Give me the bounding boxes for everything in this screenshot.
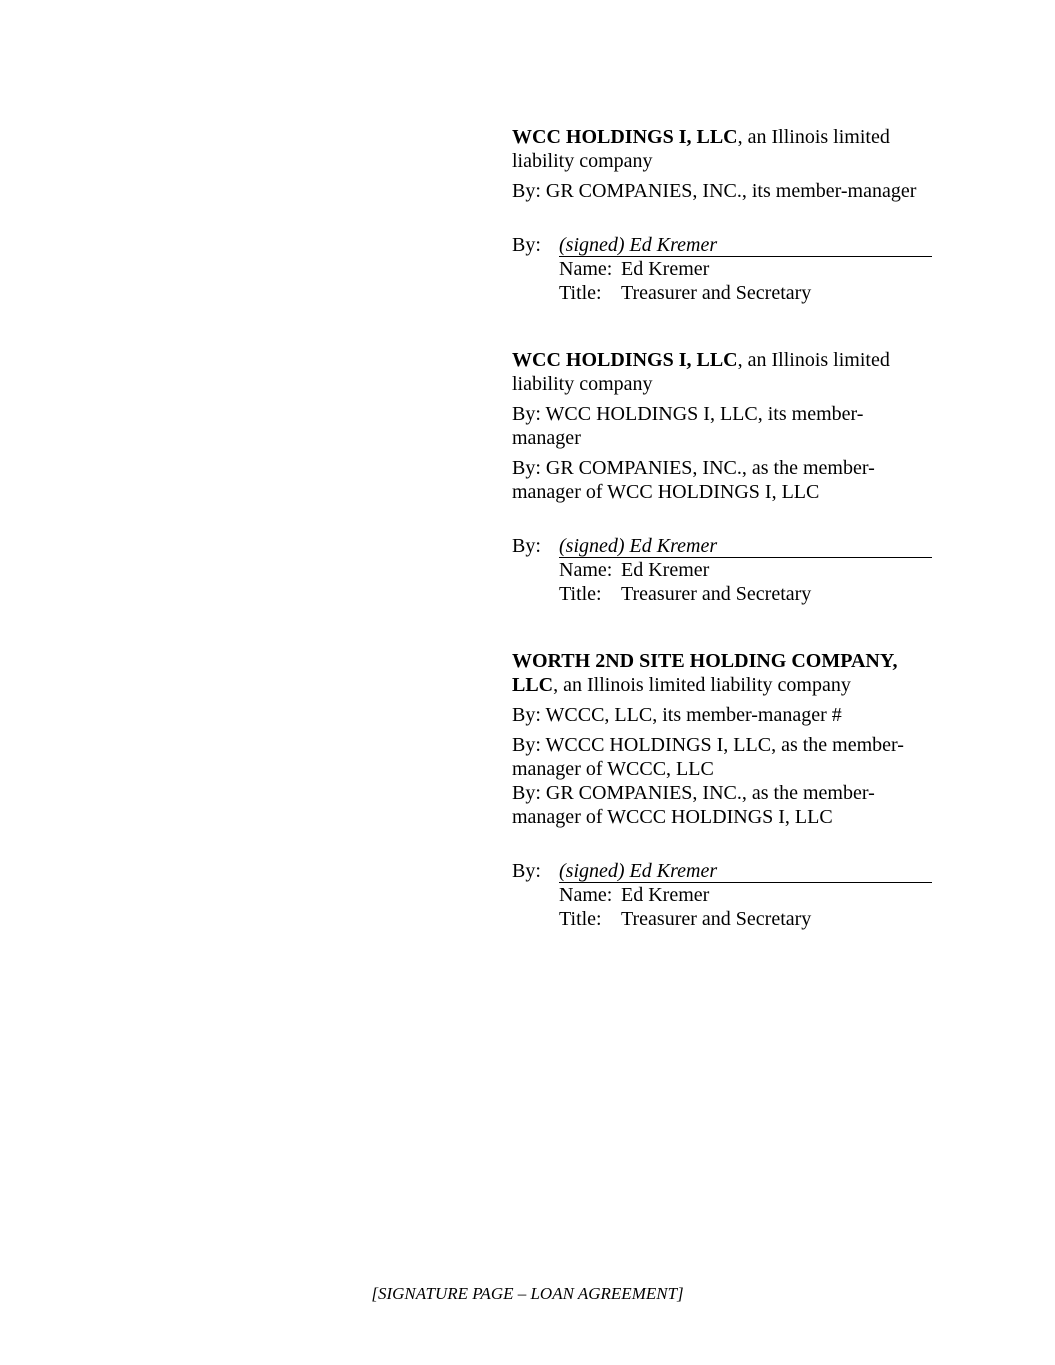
entity-heading — [512, 348, 932, 396]
entity-description: , an Illinois limited liability company — [553, 674, 851, 696]
by-chain-line: By: WCCC HOLDINGS I, LLC, as the member-manager of WCCC, LLC — [512, 734, 904, 780]
by-label: By: — [512, 860, 541, 882]
signer-title: Treasurer and Secretary — [621, 583, 812, 605]
title-label: Title: — [559, 583, 602, 605]
entity-name: WCC HOLDINGS I, LLC — [512, 126, 738, 148]
signer-name-line — [512, 257, 932, 281]
signer-name-line — [512, 558, 932, 582]
block-spacer — [512, 305, 932, 348]
entity-heading — [512, 649, 932, 697]
by-chain-line: By: GR COMPANIES, INC., as the member-manager of WCC HOLDINGS I, LLC — [512, 457, 875, 503]
signature-line: (signed) Ed Kremer — [559, 860, 932, 883]
signature-line: (signed) Ed Kremer — [559, 535, 932, 558]
entity-name: WCC HOLDINGS I, LLC — [512, 349, 738, 371]
signer-title: Treasurer and Secretary — [621, 282, 812, 304]
by-chain-line: By: WCCC, LLC, its member-manager # — [512, 704, 842, 726]
name-label: Name: — [559, 559, 613, 581]
block-spacer — [512, 606, 932, 649]
entity-name: WORTH 2ND SITE HOLDING COMPANY, LLC — [512, 650, 898, 696]
page-footer: [SIGNATURE PAGE – LOAN AGREEMENT] — [371, 1284, 684, 1303]
signer-name-line — [512, 883, 932, 907]
signature-column — [512, 125, 932, 931]
by-chain-line: By: GR COMPANIES, INC., its member-manager — [512, 180, 917, 202]
entity-description: , an Illinois limited liability company — [512, 126, 890, 172]
signature-line: (signed) Ed Kremer — [559, 234, 932, 257]
signer-name: Ed Kremer — [621, 884, 710, 906]
entity-heading — [512, 125, 932, 173]
title-label: Title: — [559, 282, 602, 304]
by-chain-line: By: WCC HOLDINGS I, LLC, its member-manager — [512, 403, 864, 449]
signer-title-line — [512, 907, 932, 931]
signature-block-2 — [512, 348, 932, 606]
signer-title: Treasurer and Secretary — [621, 908, 812, 930]
signer-name: Ed Kremer — [621, 559, 710, 581]
signature-block-1 — [512, 125, 932, 305]
entity-description: , an Illinois limited liability company — [512, 349, 890, 395]
signer-title-line — [512, 281, 932, 305]
signer-name: Ed Kremer — [621, 258, 710, 280]
by-label: By: — [512, 535, 541, 557]
signature-row — [512, 534, 932, 558]
signer-title-line — [512, 582, 932, 606]
name-label: Name: — [559, 258, 613, 280]
name-label: Name: — [559, 884, 613, 906]
signature-row — [512, 233, 932, 257]
signature-row — [512, 859, 932, 883]
by-chain-line: By: GR COMPANIES, INC., as the member-manager of WCCC HOLDINGS I, LLC — [512, 782, 875, 828]
by-label: By: — [512, 234, 541, 256]
title-label: Title: — [559, 908, 602, 930]
signature-block-3 — [512, 649, 932, 931]
